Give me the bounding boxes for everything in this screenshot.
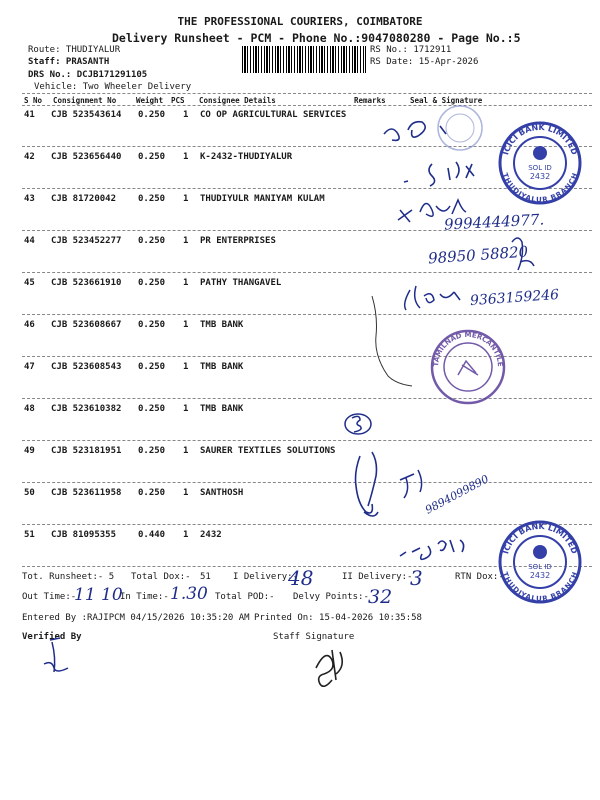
row-consignment: CJB 81720042 xyxy=(51,194,117,204)
row-weight: 0.250 xyxy=(138,446,166,456)
row-consignee: TMB BANK xyxy=(200,404,244,414)
row-pcs: 1 xyxy=(183,446,189,456)
row-weight: 0.250 xyxy=(138,278,166,288)
row-consignee: SANTHOSH xyxy=(200,488,244,498)
row-consignee: THUDIYULR MANIYAM KULAM xyxy=(200,194,325,204)
row-consignment: CJB 523610382 xyxy=(51,404,122,414)
row-sno: 43 xyxy=(24,194,35,204)
row-weight: 0.250 xyxy=(138,236,166,246)
signature-row50 xyxy=(400,470,422,498)
ii-delivery-handwritten: 3 xyxy=(410,566,423,590)
row-consignee: TMB BANK xyxy=(200,320,244,330)
ii-delivery-label: II Delivery:- xyxy=(342,572,413,582)
row-pcs: 1 xyxy=(183,404,189,414)
verified-by-label: Verified By xyxy=(22,632,82,642)
row-consignment: CJB 523656440 xyxy=(51,152,122,162)
row-sno: 49 xyxy=(24,446,35,456)
in-time-label: In Time:- xyxy=(120,592,169,602)
verified-by-signature xyxy=(44,638,68,672)
total-dox-value: 51 xyxy=(200,572,211,582)
faded-seal-stamp xyxy=(438,106,482,150)
row-pcs: 1 xyxy=(183,530,189,540)
row-weight: 0.250 xyxy=(138,488,166,498)
vehicle: Vehicle: Two Wheeler Delivery xyxy=(34,82,192,92)
icici-seal-code: 2432 xyxy=(529,571,551,580)
row-consignment: CJB 523608543 xyxy=(51,362,122,372)
i-delivery-handwritten: 48 xyxy=(288,566,314,590)
in-time-handwritten: 1.30 xyxy=(170,584,208,604)
row-sno: 44 xyxy=(24,236,35,246)
rtn-dox-label: RTN Dox:- xyxy=(455,572,504,582)
icici-seal-code: 2432 xyxy=(529,172,551,181)
row-consignment: CJB 523543614 xyxy=(51,110,122,120)
rs-date: RS Date: 15-Apr-2026 xyxy=(370,57,479,67)
row-sno: 46 xyxy=(24,320,35,330)
signature-row42 xyxy=(404,162,474,186)
row-weight: 0.250 xyxy=(138,194,166,204)
col-consignee: Consignee Details xyxy=(199,96,276,105)
row-weight: 0.250 xyxy=(138,362,166,372)
row-consignee: TMB BANK xyxy=(200,362,244,372)
row-pcs: 1 xyxy=(183,320,189,330)
row-consignment: CJB 523661910 xyxy=(51,278,122,288)
delvy-points-handwritten: 32 xyxy=(368,586,393,608)
col-sno: S No xyxy=(24,96,43,105)
row-pcs: 1 xyxy=(183,152,189,162)
signature-row51 xyxy=(400,540,464,559)
handwritten-phone-row44: 98950 58820 xyxy=(427,242,529,268)
icici-seal-solid: SOL ID xyxy=(528,563,552,571)
row-consignee: CO OP AGRICULTURAL SERVICES xyxy=(200,110,347,120)
handwritten-phone-row45: 9363159246 xyxy=(469,286,560,310)
icici-seal-name: ICICI BANK LIMITED xyxy=(501,122,579,157)
row-pcs: 1 xyxy=(183,488,189,498)
row-consignee: 2432 xyxy=(200,530,222,540)
row-consignee: SAURER TEXTILES SOLUTIONS xyxy=(200,446,336,456)
icici-seal-name: ICICI BANK LIMITED xyxy=(501,521,579,556)
col-consignment: Consignment No xyxy=(53,96,117,105)
row-weight: 0.250 xyxy=(138,110,166,120)
i-delivery-label: I Delivery:- xyxy=(233,572,299,582)
handwritten-phone-row43: 9994444977. xyxy=(443,210,545,234)
icici-seal-solid: SOL ID xyxy=(528,164,552,172)
row-pcs: 1 xyxy=(183,362,189,372)
rs-number: RS No.: 1712911 xyxy=(370,45,452,55)
icici-seal-branch: THUDIYALUR BRANCH xyxy=(500,171,580,205)
entered-by: Entered By :RAJIPCM 04/15/2026 10:35:20 AM xyxy=(22,613,250,623)
col-seal-signature: Seal & Signature xyxy=(410,96,483,105)
handwritten-phone-row50: 9894099890 xyxy=(423,472,491,517)
row-sno: 50 xyxy=(24,488,35,498)
signature-row43 xyxy=(398,200,466,222)
col-weight: Weight xyxy=(136,96,164,105)
staff: Staff: PRASANTH xyxy=(28,57,110,67)
row-pcs: 1 xyxy=(183,236,189,246)
tmb-seal-text: TAMILNAD MERCANTILE xyxy=(431,330,505,367)
row-consignment: CJB 523452277 xyxy=(51,236,122,246)
row-sno: 48 xyxy=(24,404,35,414)
company-title: THE PROFESSIONAL COURIERS, COIMBATORE xyxy=(177,15,423,28)
row-consignee: PATHY THANGAVEL xyxy=(200,278,282,288)
route: Route: THUDIYALUR xyxy=(28,45,121,55)
row-weight: 0.440 xyxy=(138,530,166,540)
signature-row49 xyxy=(356,452,379,516)
drs-number: DRS No.: DCJB171291105 xyxy=(28,70,148,80)
staff-signature xyxy=(316,650,342,686)
row-consignment: CJB 81095355 xyxy=(51,530,117,540)
row-sno: 47 xyxy=(24,362,35,372)
total-runsheet: Tot. Runsheet:- 5 xyxy=(22,572,115,582)
icici-seal-stamp xyxy=(500,123,580,204)
row-weight: 0.250 xyxy=(138,152,166,162)
staff-signature-label: Staff Signature xyxy=(273,632,355,642)
row-weight: 0.250 xyxy=(138,320,166,330)
printed-on: Printed On: 15-04-2026 10:35:58 xyxy=(254,613,422,623)
icici-seal-branch: THUDIYALUR BRANCH xyxy=(500,570,580,604)
col-remarks: Remarks xyxy=(354,96,386,105)
row-sno: 51 xyxy=(24,530,35,540)
row-consignment: CJB 523608667 xyxy=(51,320,122,330)
signature-row41 xyxy=(384,122,446,141)
delvy-points-label: Delvy Points:- xyxy=(293,592,369,602)
row-consignee: K-2432-THUDIYALUR xyxy=(200,152,293,162)
col-pcs: PCS xyxy=(171,96,185,105)
row-weight: 0.250 xyxy=(138,404,166,414)
row-consignment: CJB 523611958 xyxy=(51,488,122,498)
runsheet-subtitle: Delivery Runsheet - PCM - Phone No.:9047080280 - Page No.:5 xyxy=(112,31,521,45)
tmb-seal-stamp xyxy=(432,331,504,403)
total-dox-label: Total Dox:- xyxy=(131,572,191,582)
out-time-handwritten: 11 10 xyxy=(74,585,123,605)
signature-row45 xyxy=(405,286,460,310)
row-pcs: 1 xyxy=(183,194,189,204)
row-sno: 45 xyxy=(24,278,35,288)
row-sno: 41 xyxy=(24,110,35,120)
out-time-label: Out Time:- xyxy=(22,592,77,602)
total-pod-label: Total POD:- xyxy=(215,592,275,602)
row-sno: 42 xyxy=(24,152,35,162)
row-pcs: 1 xyxy=(183,278,189,288)
icici-seal-stamp xyxy=(500,522,580,603)
row-consignee: PR ENTERPRISES xyxy=(200,236,276,246)
row-pcs: 1 xyxy=(183,110,189,120)
row-consignment: CJB 523181951 xyxy=(51,446,122,456)
signature-row44 xyxy=(512,238,534,270)
